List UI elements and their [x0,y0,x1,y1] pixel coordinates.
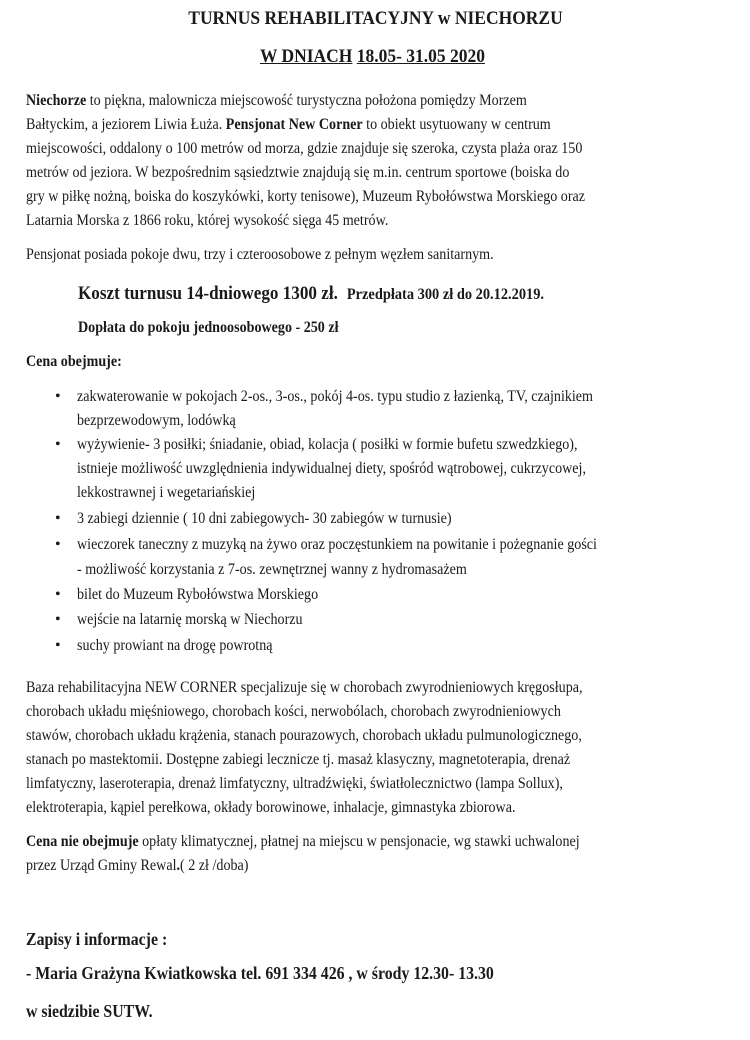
bullet-icon: • [55,586,61,603]
cost-value: Koszt turnusu 14-dniowego 1300 zł. [78,283,338,304]
list-item: wieczorek taneczny z muzyką na żywo oraz poczęstunkiem na powitanie i pożegnanie gości [77,536,597,553]
bullet-icon: • [55,510,61,527]
bullet-icon: • [55,611,61,628]
contact-person: - Maria Grażyna Kwiatkowska tel. 691 334 426 , w środy 12.30- 13.30 [26,963,494,983]
town-name: Niechorze [26,92,87,109]
includes-heading: Cena obejmuje: [26,353,122,370]
contact-heading: Zapisy i informacje : [26,929,168,949]
contact-place: w siedzibie SUTW. [26,1001,153,1021]
list-item: 3 zabiegi dziennie ( 10 dni zabiegowych- 30 zabiegów w turnusie) [77,510,452,527]
list-item: suchy prowiant na drogę powrotną [77,637,273,654]
pension-name: Pensjonat New Corner [225,116,363,133]
document-dates [0,46,750,68]
list-item: wejście na latarnię morską w Niechorzu [77,611,303,628]
bullet-icon: • [55,388,61,405]
document-title: TURNUS REHABILITACYJNY w NIECHORZU [187,8,563,29]
bullet-icon: • [55,436,61,453]
bullet-icon: • [55,637,61,654]
bullet-icon: • [55,536,61,553]
rooms-info: Pensjonat posiada pokoje dwu, trzy i czteroosobowe z pełnym węzłem sanitarnym. [26,246,494,263]
list-item: wyżywienie- 3 posiłki; śniadanie, obiad, kolacja ( posiłki w formie bufetu szwedzkiego), [77,436,578,453]
cost-line [78,283,596,305]
single-room-supplement: Dopłata do pokoju jednoosobowego - 250 zł [78,319,339,336]
dates-prefix: W DNIACH [260,46,353,67]
dates-range: 18.05- 31.05 2020 [357,46,486,67]
list-item: zakwaterowanie w pokojach 2-os., 3-os., pokój 4-os. typu studio z łazienką, TV, czajnikiem [77,388,594,405]
deposit-value: Przedpłata 300 zł do 20.12.2019. [346,286,545,303]
excludes-label: Cena nie obejmuje [26,833,139,850]
list-item: bilet do Muzeum Rybołówstwa Morskiego [77,586,319,603]
